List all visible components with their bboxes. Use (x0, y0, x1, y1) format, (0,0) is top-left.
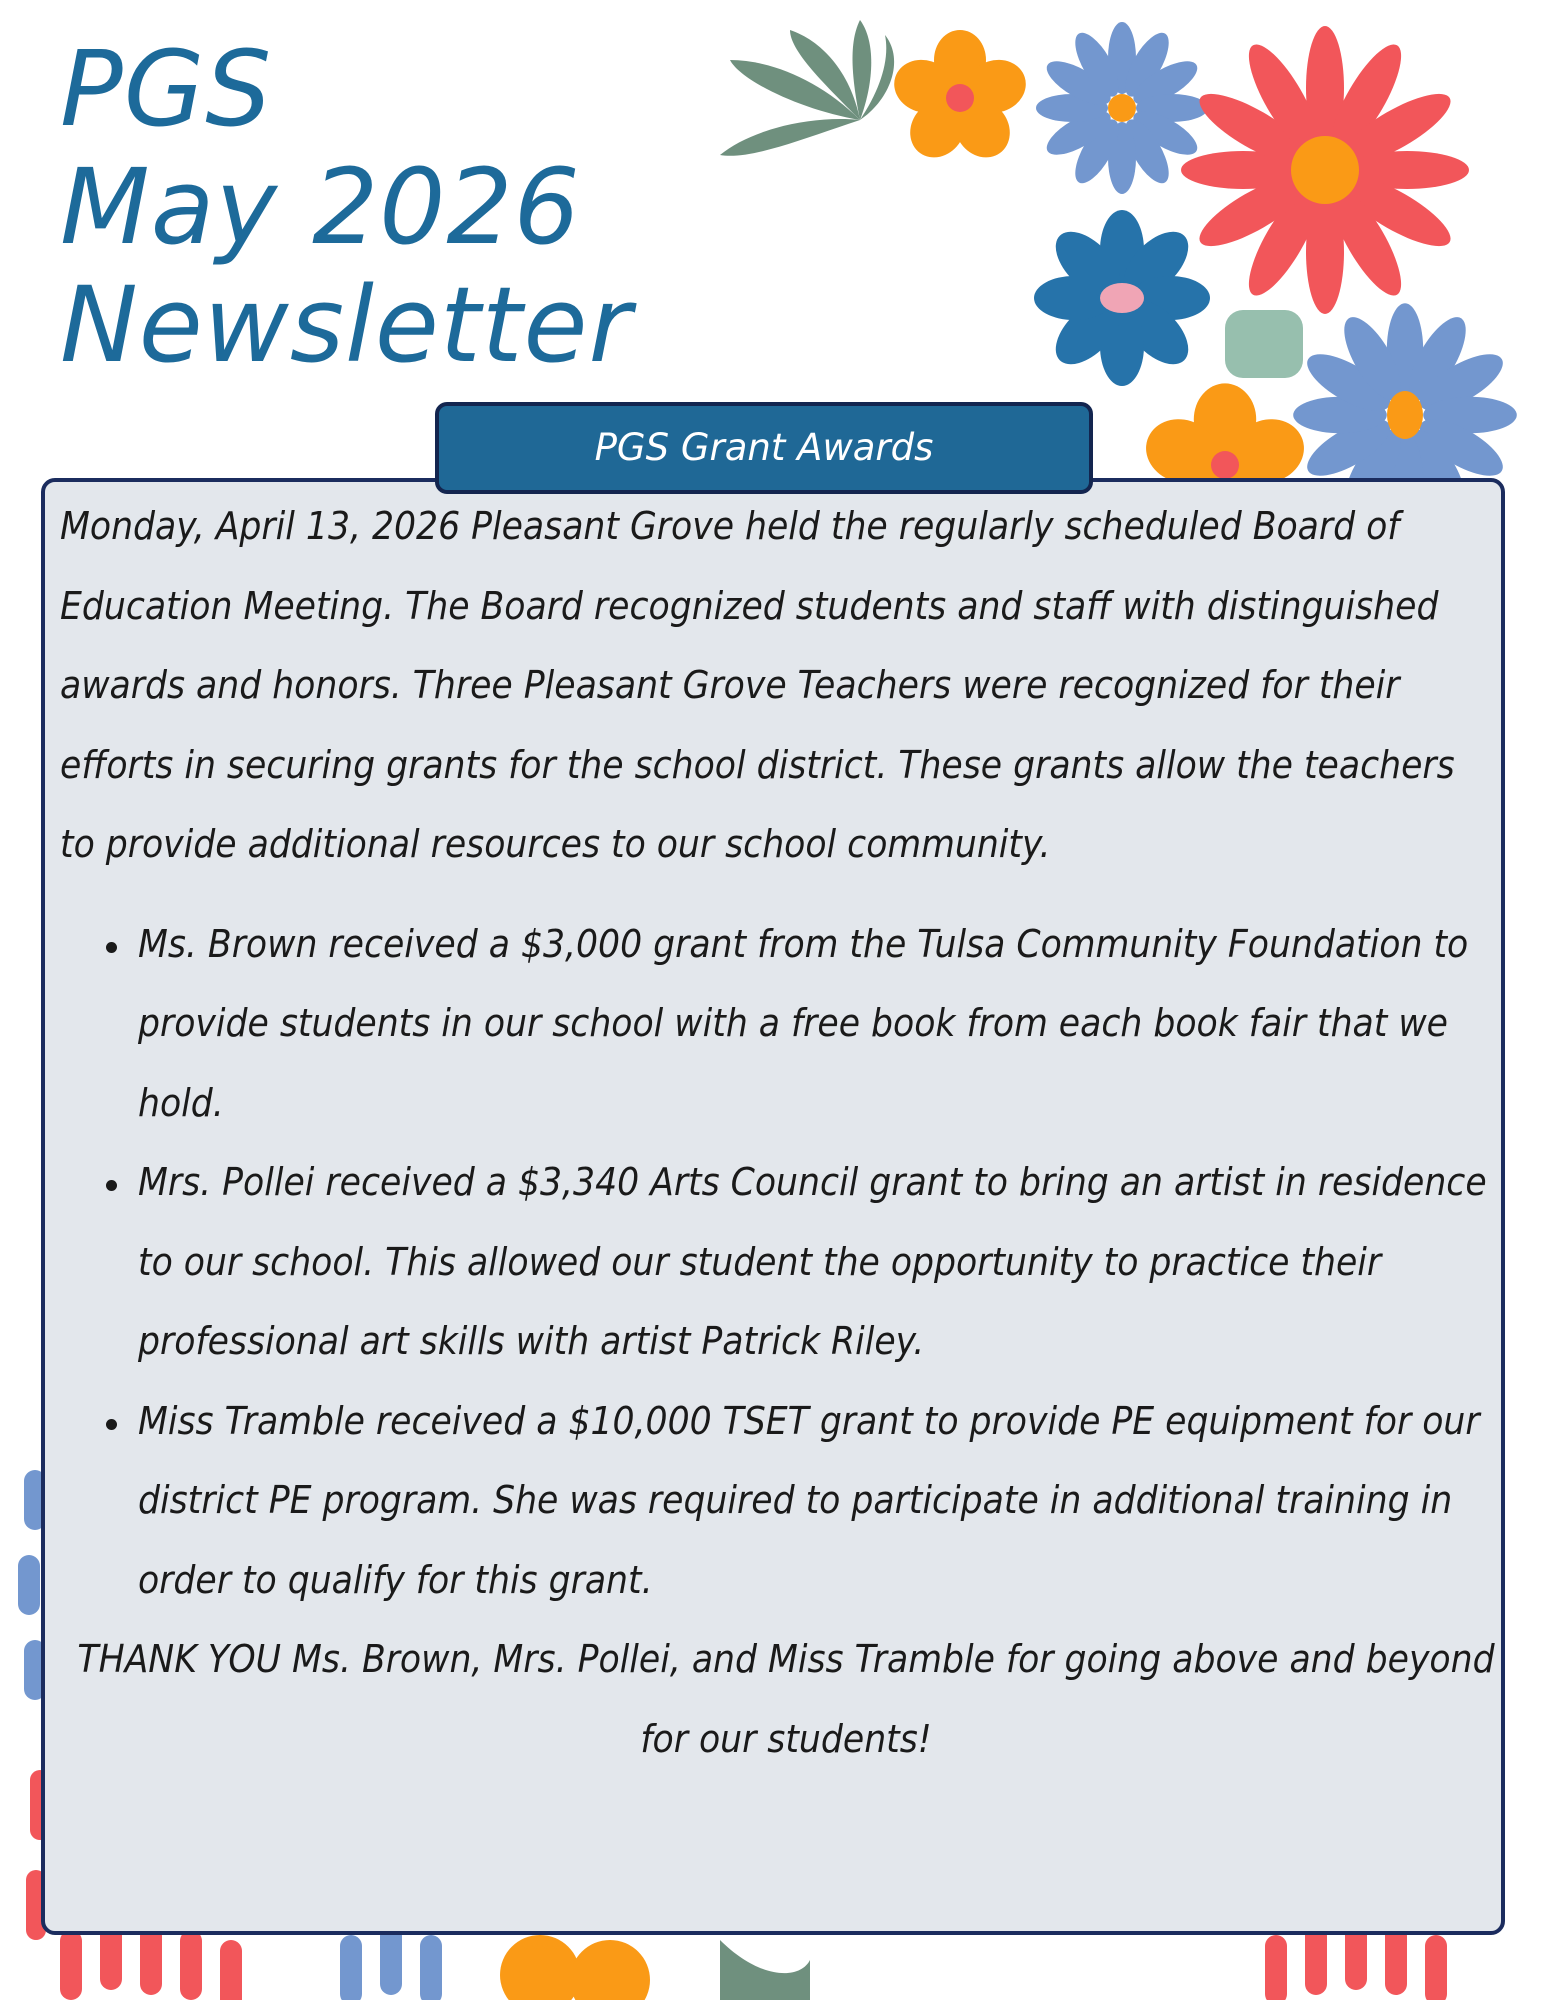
dark-blue-flower-icon (1034, 210, 1210, 386)
list-item: Ms. Brown received a $3,000 grant from the Tulsa Community Foundation to provide students in our school with a free book from each book fair that we hold. (138, 905, 1500, 1144)
red-flower-icon (1181, 26, 1469, 314)
intro-paragraph: Monday, April 13, 2026 Pleasant Grove held the regularly scheduled Board of Education Meeting. The Board recognized students and staff with distinguished awards and honors. Three Pleasant Grove Teachers were recognized for their efforts in securing grants for the school district. These grants allow the teachers to provide additional resources to our school community. (60, 504, 1455, 867)
green-tile-icon (1225, 310, 1303, 378)
title-line-3: Newsletter (60, 264, 633, 386)
orange-flower-icon (887, 30, 1032, 168)
awards-list (60, 905, 1500, 1621)
blue-flower-icon (1293, 303, 1517, 490)
article-body (60, 487, 1500, 1779)
title-line-1: PGS (60, 28, 273, 150)
list-item: Miss Tramble received a $10,000 TSET grant to provide PE equipment for our district PE program. She was required to participate in additional training in order to qualify for this grant. (138, 1382, 1500, 1621)
leaf-icon (720, 20, 894, 156)
title-line-2: May 2026 (60, 146, 581, 268)
orange-flower-icon (1138, 383, 1312, 490)
section-heading-tab: PGS Grant Awards (435, 402, 1093, 494)
closing-paragraph: THANK YOU Ms. Brown, Mrs. Pollei, and Miss Tramble for going above and beyond for our students! (77, 1637, 1495, 1762)
list-item: Mrs. Pollei received a $3,340 Arts Council grant to bring an artist in residence to our school. This allowed our student the opportunity to practice their professional art skills with artist Patrick Riley. (138, 1143, 1500, 1382)
newsletter-title (60, 30, 632, 384)
